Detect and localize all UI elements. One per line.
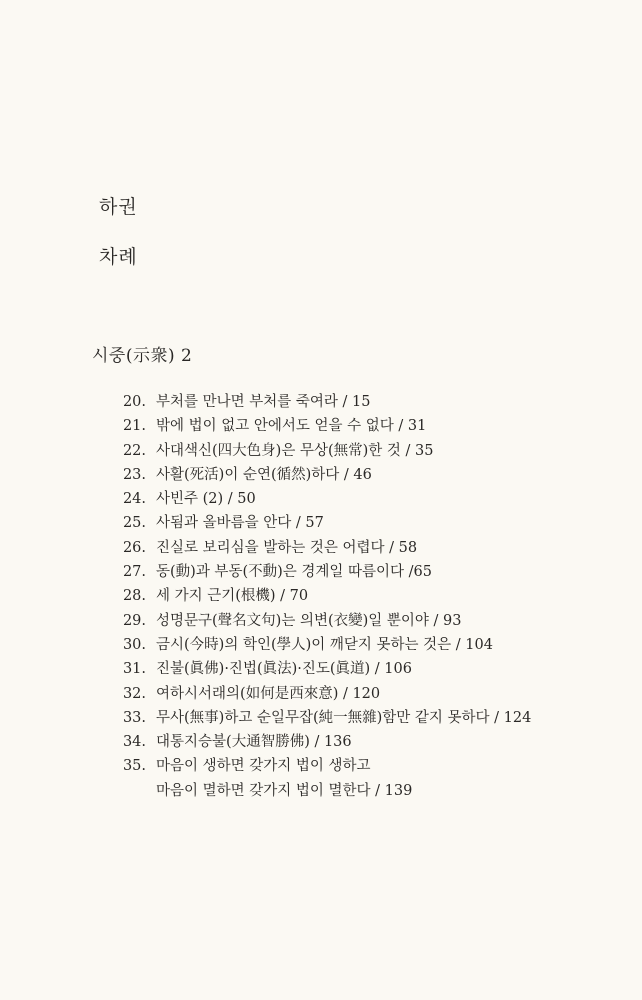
- toc-entry-text: 진불(眞佛)·진법(眞法)·진도(眞道) / 106: [156, 661, 412, 678]
- toc-entry: [112, 657, 531, 681]
- toc-entry-text: 성명문구(聲名文句)는 의변(衣變)일 뿐이야 / 93: [156, 612, 462, 629]
- toc-entry: [112, 560, 531, 584]
- toc-entry-text: 여하시서래의(如何是西來意) / 120: [156, 685, 381, 702]
- toc-entry: [112, 463, 531, 487]
- toc-entry-number: 22.: [122, 442, 146, 459]
- toc-entry-text: 사활(死活)이 순연(循然)하다 / 46: [156, 466, 372, 483]
- toc-entry: [112, 536, 531, 560]
- toc-entry: [112, 584, 531, 608]
- toc-entry-number: 33.: [122, 709, 146, 726]
- toc-entry-number: 31.: [122, 661, 146, 678]
- toc-entry-text: 마음이 생하면 갖가지 법이 생하고: [156, 758, 371, 775]
- toc-entry: [112, 706, 531, 730]
- toc-entry: [112, 511, 531, 535]
- toc-entry-number: 23.: [122, 466, 146, 483]
- toc-entry-number: 30.: [122, 636, 146, 653]
- toc-entry: [112, 633, 531, 657]
- toc-heading: 차례: [99, 246, 138, 268]
- toc-entry-number: 34.: [122, 734, 146, 751]
- toc-entry-number: 35.: [122, 758, 146, 775]
- toc-entry: [112, 439, 531, 463]
- toc-entry-number: 32.: [122, 685, 146, 702]
- toc-entry-number: 28.: [122, 588, 146, 605]
- toc-entry-text: 세 가지 근기(根機) / 70: [156, 588, 309, 605]
- toc-entry-number: 21.: [122, 418, 146, 435]
- toc-entry-text: 금시(今時)의 학인(學人)이 깨닫지 못하는 것은 / 104: [156, 636, 493, 653]
- toc-entry-number: 29.: [122, 612, 146, 629]
- toc-list: [112, 390, 531, 803]
- toc-entry-text: 밖에 법이 없고 안에서도 얻을 수 없다 / 31: [156, 418, 427, 435]
- toc-entry-number: 26.: [122, 539, 146, 556]
- toc-entry-text: 사됨과 올바름을 안다 / 57: [156, 515, 324, 532]
- toc-entry: [112, 609, 531, 633]
- toc-entry-number: 27.: [122, 564, 146, 581]
- toc-entry-text: 동(動)과 부동(不動)은 경계일 따름이다 /65: [156, 564, 432, 581]
- toc-entry: [112, 730, 531, 754]
- section-title: 시중(示衆) 2: [92, 346, 193, 366]
- toc-entry-number: 20.: [122, 394, 146, 410]
- toc-entry: [112, 487, 531, 511]
- toc-entry-text: 진실로 보리심을 발하는 것은 어렵다 / 58: [156, 539, 418, 556]
- toc-entry-number: 25.: [122, 515, 146, 532]
- toc-entry: [112, 682, 531, 706]
- toc-entry-continuation: [112, 779, 531, 803]
- volume-title: 하권: [99, 196, 138, 218]
- toc-entry-text: 무사(無事)하고 순일무잡(純一無雜)함만 같지 못하다 / 124: [156, 709, 532, 726]
- toc-entry-text: 대통지승불(大通智勝佛) / 136: [156, 734, 352, 751]
- toc-entry: [112, 414, 531, 438]
- toc-entry-number: 24.: [122, 491, 146, 508]
- toc-entry-text: 사대색신(四大色身)은 무상(無常)한 것 / 35: [156, 442, 434, 459]
- toc-entry: [112, 754, 531, 778]
- toc-entry-text: 마음이 멸하면 갖가지 법이 멸한다 / 139: [156, 782, 413, 799]
- toc-entry-text: 사빈주 (2) / 50: [156, 491, 256, 508]
- toc-entry: [112, 390, 531, 414]
- toc-entry-text: 부처를 만나면 부처를 죽여라 / 15: [156, 394, 371, 410]
